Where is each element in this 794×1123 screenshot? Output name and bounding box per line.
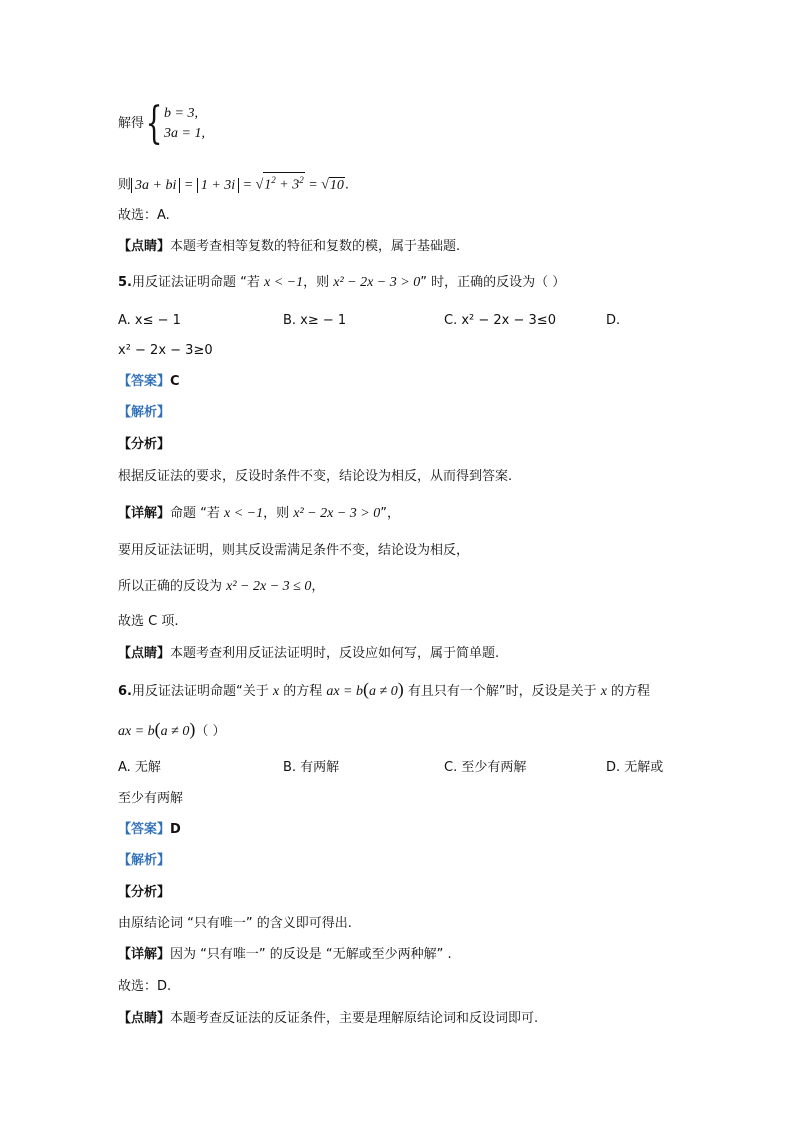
q5-conclusion: x² − 2x − 3 > 0 bbox=[333, 275, 421, 290]
answer-tag: 【答案】 bbox=[118, 822, 171, 837]
q5-condition: x < −1 bbox=[263, 275, 304, 290]
detail-tag: 【详解】 bbox=[118, 506, 171, 521]
root-exp-2: 2 bbox=[299, 175, 304, 185]
q6-option-b: B. 有两解 bbox=[283, 760, 340, 775]
q5-stem-b: ，则 bbox=[303, 275, 334, 290]
q6-option-d-cont: 至少有两解 bbox=[118, 791, 184, 806]
equation-system bbox=[164, 104, 205, 144]
q5-stem-c: ” 时，正确的反设为（ ） bbox=[420, 275, 566, 290]
q6-stem-c: 有且只有一个解”时，反设是关于 bbox=[403, 684, 601, 699]
root-base: 1 bbox=[264, 177, 272, 193]
comment-tag: 【点睛】 bbox=[118, 1011, 171, 1026]
modulus-lhs: 3a + bi bbox=[131, 178, 180, 193]
modulus-line: 则 3a + bi = $1 + 3i = √1^2 + 3^2 = √10$. bbox=[118, 172, 349, 195]
system-eq-1: b = 3, bbox=[164, 106, 198, 121]
comment-text: 本题考查相等复数的特征和复数的模，属于基础题. bbox=[170, 239, 461, 254]
q5-detail-line bbox=[118, 505, 400, 523]
q5-detail-line-4: 故选 C 项. bbox=[118, 614, 179, 629]
answer-value: D bbox=[170, 822, 181, 837]
root-plus: + 3 bbox=[275, 177, 300, 193]
q5-fenxi-tag: 【分析】 bbox=[118, 437, 171, 452]
q6-var: x bbox=[272, 684, 280, 699]
q5-stem bbox=[118, 274, 565, 292]
detail-conclusion: x² − 2x − 3 > 0 bbox=[293, 506, 381, 521]
sqrt-result: 10 bbox=[329, 177, 344, 193]
q5-option-b: B. x≥ − 1 bbox=[283, 313, 347, 328]
q6-stem-a: 用反证法证明命题“关于 bbox=[131, 684, 273, 699]
q6-detail-line bbox=[118, 946, 452, 964]
q5-fenxi-text: 根据反证法的要求，反设时条件不变，结论设为相反，从而得到答案. bbox=[118, 469, 513, 484]
q6-option-c: C. 至少有两解 bbox=[444, 760, 527, 775]
line3-math: x² − 2x − 3 ≤ 0 bbox=[226, 579, 312, 594]
q5-option-d: D. bbox=[606, 313, 621, 328]
q5-option-c: C. x² − 2x − 3≤0 bbox=[444, 313, 556, 328]
q5-detail-line-2: 要用反证法证明，则其反设需满足条件不变，结论设为相反， bbox=[118, 543, 470, 558]
answer-line-a: 故选：A. bbox=[118, 208, 170, 223]
comment-line-1 bbox=[118, 238, 460, 256]
q6-option-a: A. 无解 bbox=[118, 760, 161, 775]
detail-text: 因为 “只有唯一” 的反设是 “无解或至少两种解” . bbox=[170, 947, 452, 962]
q6-equation: ax = b bbox=[326, 684, 364, 699]
q6-stem: 6.用反证法证明命题“关于 x 的方程 ax = b(a ≠ 0) 有且只有一个解”时，反设是关于 x 的方程 bbox=[118, 679, 651, 699]
comment-tag: 【点睛】 bbox=[118, 239, 171, 254]
modulus-end: . bbox=[344, 177, 350, 193]
q6-stem-b: 的方程 bbox=[279, 684, 327, 699]
solve-label: 解得 bbox=[118, 116, 145, 131]
root-exp-1: 2 bbox=[271, 175, 276, 185]
q6-line2-tail: （ ） bbox=[195, 724, 226, 739]
solve-system-line bbox=[118, 98, 205, 149]
modulus-prefix: 则 bbox=[118, 177, 132, 193]
q6-stem-d: 的方程 bbox=[606, 684, 651, 699]
sqrt-expression bbox=[263, 172, 304, 193]
detail-tag: 【详解】 bbox=[118, 947, 171, 962]
answer-value: C bbox=[170, 374, 180, 389]
q6-fenxi-text: 由原结论词 “只有唯一” 的含义即可得出. bbox=[118, 916, 352, 931]
q6-line2-cond: a ≠ 0 bbox=[160, 724, 190, 739]
detail-c: ”， bbox=[380, 506, 400, 521]
answer-tag: 【答案】 bbox=[118, 374, 171, 389]
line3-a: 所以正确的反设为 bbox=[118, 579, 227, 594]
comment-tag: 【点睛】 bbox=[118, 646, 171, 661]
detail-condition: x < −1 bbox=[224, 506, 264, 521]
q5-stem-a: 用反证法证明命题 “若 bbox=[131, 275, 264, 290]
q6-var-2: x bbox=[600, 684, 607, 699]
q6-answer bbox=[118, 821, 181, 839]
q6-comment bbox=[118, 1010, 538, 1028]
q6-stem-line-2: ax = b(a ≠ 0)（ ） bbox=[118, 719, 226, 739]
q6-fenxi-tag: 【分析】 bbox=[118, 885, 171, 900]
q5-analysis-tag: 【解析】 bbox=[118, 405, 171, 420]
q5-option-d-cont: x² − 2x − 3≥0 bbox=[118, 343, 213, 358]
system-eq-2: 3a = 1, bbox=[164, 126, 205, 141]
q6-line2-eq: ax = b bbox=[118, 724, 155, 739]
detail-a: 命题 “若 bbox=[170, 506, 225, 521]
q6-condition: a ≠ 0 bbox=[369, 684, 398, 699]
modulus-mid: 1 + 3i bbox=[197, 178, 239, 193]
q5-answer bbox=[118, 373, 180, 391]
q5-option-a: A. x≤ − 1 bbox=[118, 313, 181, 328]
q5-number: 5. bbox=[118, 275, 132, 290]
q5-detail-line-3 bbox=[118, 578, 324, 596]
comment-text: 本题考查利用反证法证明时，反设应如何写，属于简单题. bbox=[170, 646, 500, 661]
q5-comment bbox=[118, 645, 499, 663]
q6-analysis-tag: 【解析】 bbox=[118, 853, 171, 868]
line3-b: ， bbox=[311, 579, 325, 594]
comment-text: 本题考查反证法的反证条件，主要是理解原结论词和反设词即可. bbox=[170, 1011, 539, 1026]
q6-answer-line: 故选：D. bbox=[118, 979, 172, 994]
left-brace: { bbox=[145, 98, 163, 149]
detail-b: ，则 bbox=[263, 506, 294, 521]
q6-number: 6. bbox=[118, 684, 132, 699]
q6-option-d: D. 无解或 bbox=[606, 760, 664, 775]
